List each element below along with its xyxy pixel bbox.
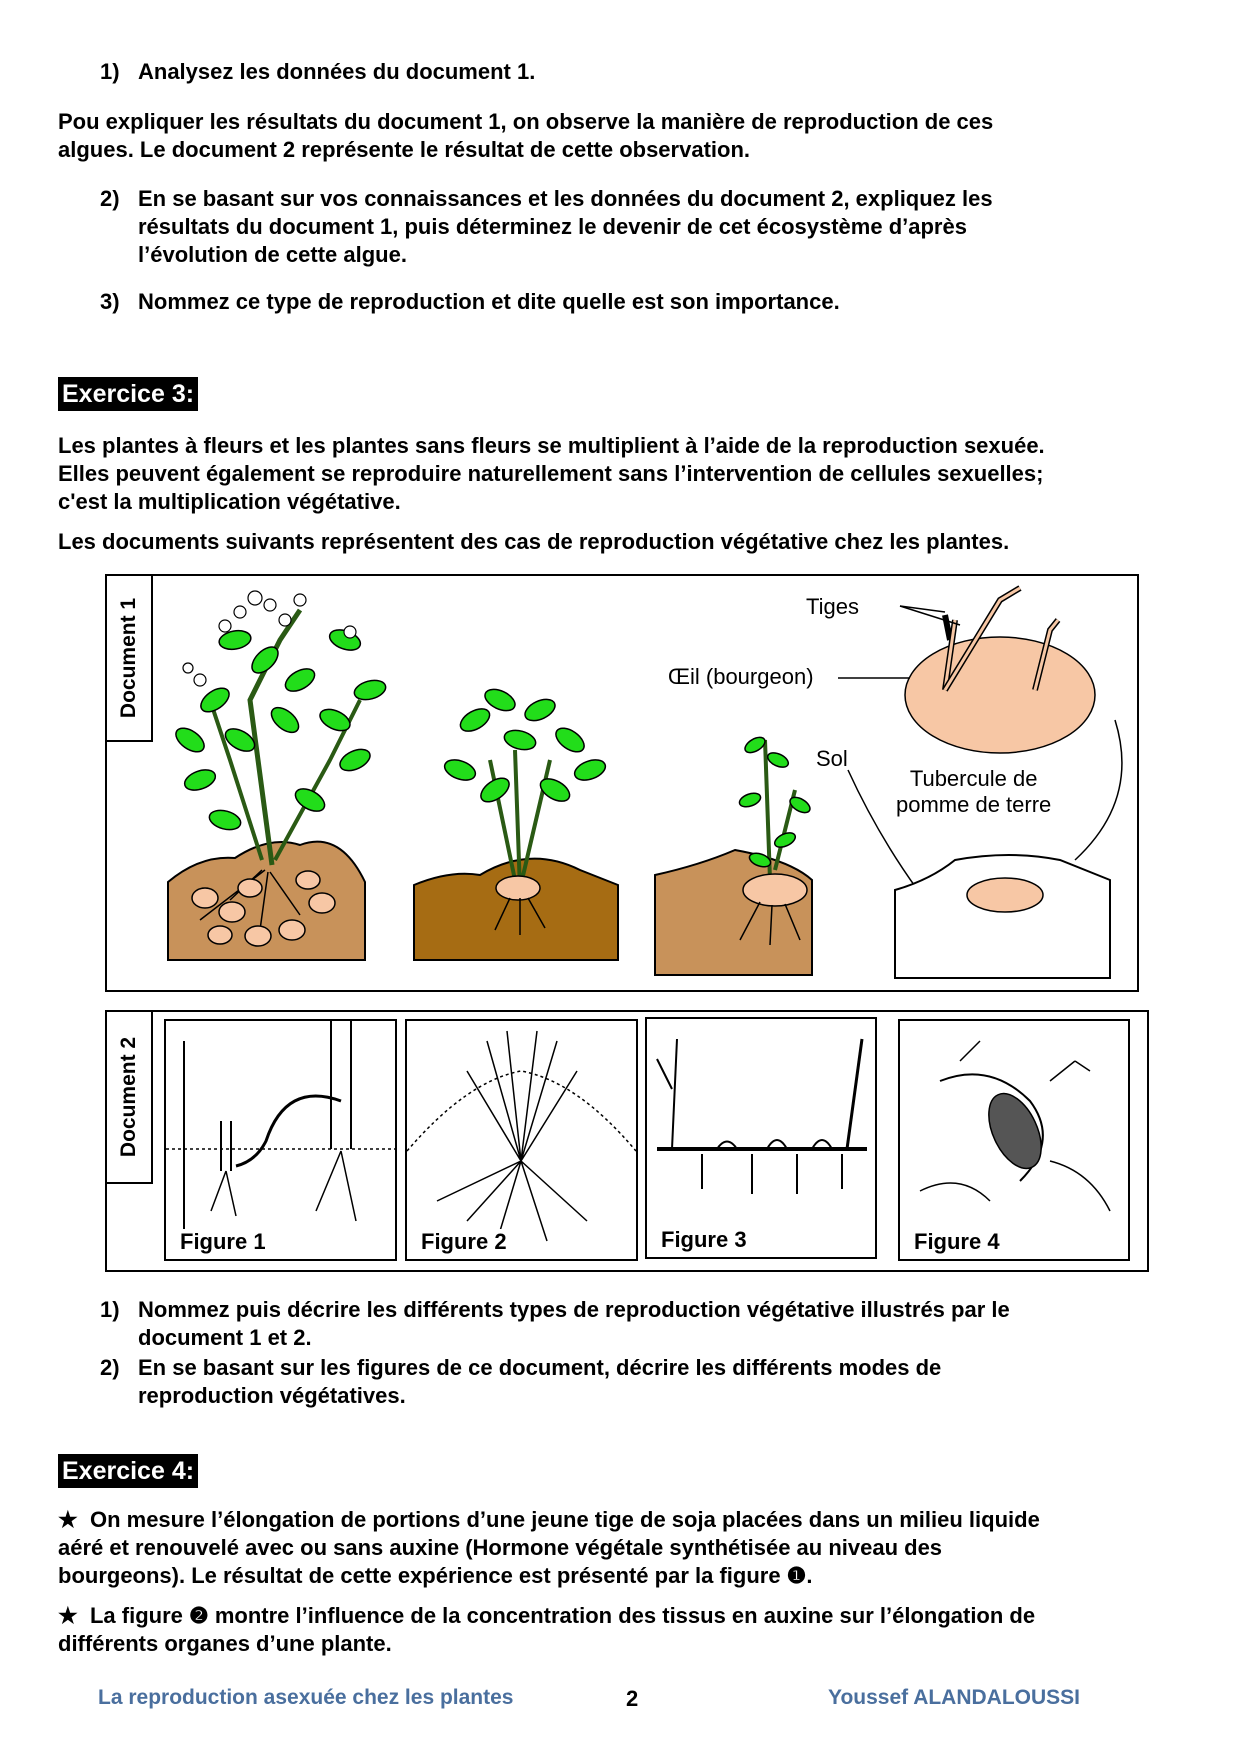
- label-oeil: Œil (bourgeon): [668, 664, 814, 689]
- exercise4-item-2: ★ La figure ❷ montre l’influence de la concentration des tissus en auxine sur l’élongation de différents organes d’une plante.: [58, 1603, 1036, 1656]
- exercise3-question-1: [100, 1296, 1160, 1352]
- question-number: 3): [100, 289, 120, 314]
- question-number: 2): [100, 186, 120, 211]
- exercise3-question-2: [100, 1354, 1160, 1410]
- question-number: 1): [100, 59, 120, 84]
- label-tiges: Tiges: [806, 594, 859, 619]
- footer-course-title: La reproduction asexuée chez les plantes: [98, 1686, 514, 1709]
- figure-4-label: Figure 4: [910, 1229, 1004, 1255]
- mound-layering-illustration: [407, 1021, 636, 1259]
- document1-label: Document 1: [105, 574, 153, 742]
- intro-paragraph: Pou expliquer les résultats du document 1, on observe la manière de reproduction de ces algues. Le document 2 représente le résultat de cette observation.: [58, 109, 994, 162]
- layering-illustration: [166, 1021, 395, 1259]
- question-number: 1): [100, 1297, 120, 1322]
- figure-4: [898, 1019, 1130, 1261]
- figure-2-label: Figure 2: [417, 1229, 511, 1255]
- exercise4-item-1: ★ On mesure l’élongation de portions d’une jeune tige de soja placées dans un milieu liquide aéré et renouvelé avec ou sans auxine (Hormone végétale synthétisée au niveau des bourgeons). Le résultat de cette expérience est présenté par la figure ❶.: [58, 1507, 1040, 1588]
- star-icon: ★: [58, 1507, 78, 1532]
- exercise3-title: Exercice 3:: [58, 377, 198, 411]
- question-text: En se basant sur les figures de ce document, décrire les différents modes de reproduction végétatives.: [138, 1355, 942, 1408]
- figure-2: [405, 1019, 638, 1261]
- document2-label: Document 2: [105, 1010, 153, 1184]
- question-text: Nommez ce type de reproduction et dite quelle est son importance.: [138, 289, 840, 314]
- exercise3-lead: Les documents suivants représentent des cas de reproduction végétative chez les plantes.: [58, 529, 1010, 554]
- figure-1-label: Figure 1: [176, 1229, 270, 1255]
- grafting-illustration: [900, 1021, 1128, 1259]
- figure-1: [164, 1019, 397, 1261]
- footer-author: Youssef ALANDALOUSSI: [828, 1686, 1081, 1709]
- stolon-illustration: [647, 1019, 875, 1257]
- exercise3-paragraph: Les plantes à fleurs et les plantes sans fleurs se multiplient à l’aide de la reproduction sexuée. Elles peuvent également se reproduire naturellement sans l’intervention de cellules sexuelles; c'est la multiplication végétative.: [58, 433, 1045, 514]
- question-text: En se basant sur vos connaissances et les données du document 2, expliquez les résultats du document 1, puis déterminez le devenir de cet écosystème d’après l’évolution de cette algue.: [138, 186, 993, 267]
- footer-page-number: 2: [626, 1686, 639, 1711]
- question-number: 2): [100, 1355, 120, 1380]
- question-text: Nommez puis décrire les différents types de reproduction végétative illustrés par le document 1 et 2.: [138, 1297, 1010, 1350]
- mature-potato-plant: [168, 591, 388, 960]
- label-sol: Sol: [816, 746, 848, 771]
- label-tubercule: Tubercule de pomme de terre: [896, 766, 1052, 817]
- young-potato-plant: [414, 685, 618, 960]
- figure-3-label: Figure 3: [657, 1227, 751, 1253]
- figure-3: [645, 1017, 877, 1259]
- sprouting-tuber: [655, 734, 813, 975]
- star-icon: ★: [58, 1603, 78, 1628]
- question-text: Analysez les données du document 1.: [138, 59, 536, 84]
- exercise4-title: Exercice 4:: [58, 1454, 198, 1488]
